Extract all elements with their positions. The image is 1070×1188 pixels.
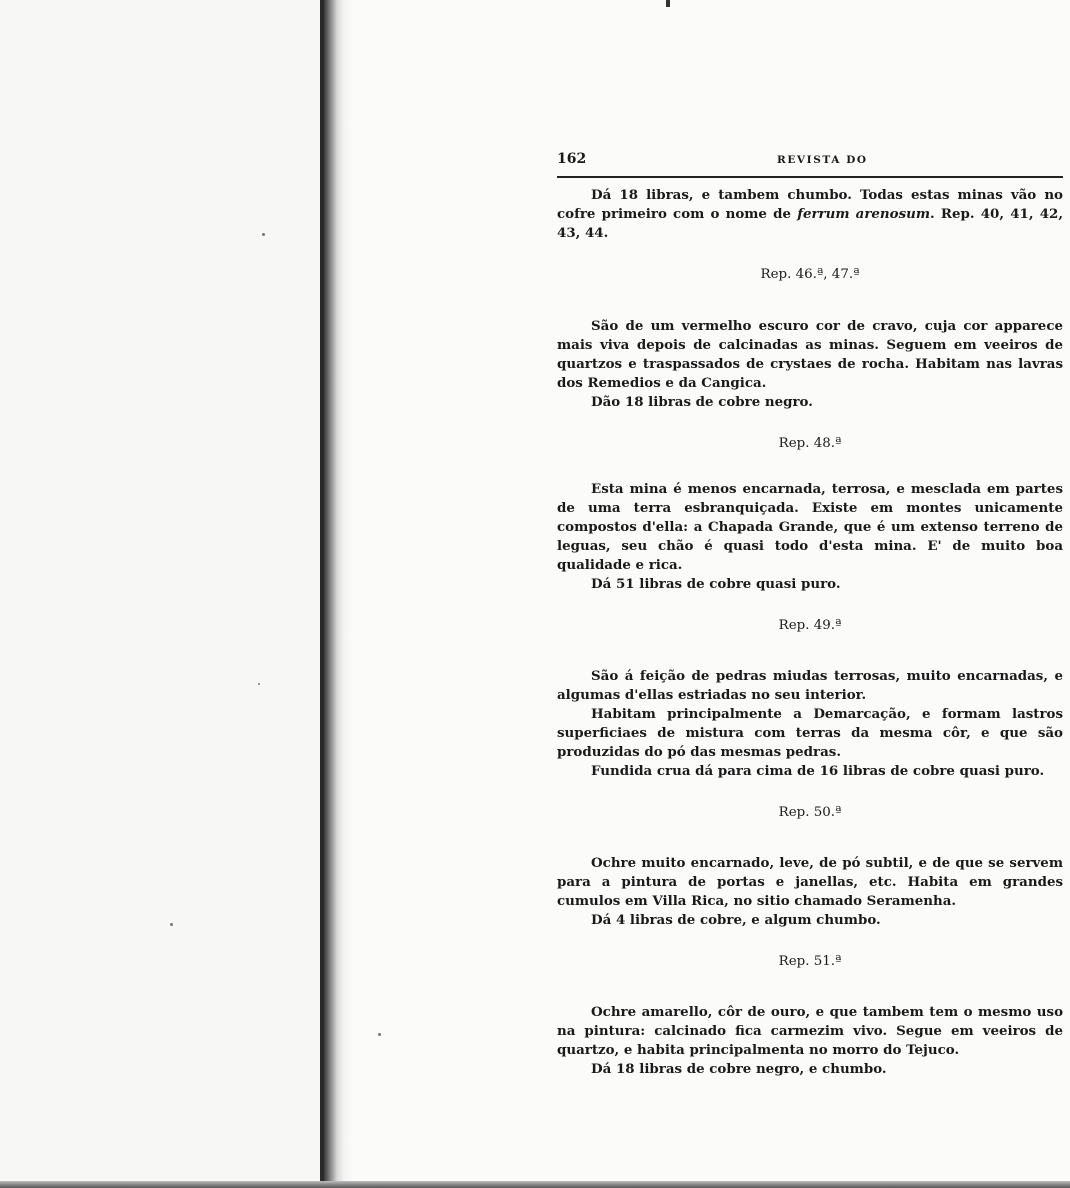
section-heading: Rep. 46.ª, 47.ª [760, 267, 860, 282]
section-heading: Rep. 48.ª [778, 436, 842, 451]
section-paragraph: Dá 18 libras de cobre negro, e chumbo. [591, 1061, 887, 1077]
section-paragraph: Dá 51 libras de cobre quasi puro. [591, 576, 841, 592]
page-number: 162 [557, 151, 587, 167]
section-paragraph: Habitam principalmente a Demarcação, e formam lastros superficiaes de mistura com terras da mesma côr, e que são produzidas do pó das mesmas pedras. [557, 706, 1063, 760]
page-content [557, 150, 1063, 1079]
speck [378, 1033, 381, 1036]
section-paragraph: Esta mina é menos encarnada, terrosa, e mesclada em partes de uma terra esbranquiçada. Existe em montes unicamente compostos d'ella: a Chapada Grande, que é um extenso terreno de leguas, seu chão é quasi todo d'esta mina. E' de muito boa qualidade e rica. [557, 481, 1063, 573]
top-mark [666, 0, 670, 7]
intro-line-1: Dá 18 libras, e tambem chumbo. Todas estas minas vão no cofre [557, 187, 1063, 222]
section-paragraph: Fundida crua dá para cima de 16 libras de cobre quasi puro. [591, 763, 1045, 779]
speck [262, 233, 265, 236]
page-header [557, 150, 1063, 178]
book-gutter [324, 0, 352, 1188]
section-paragraph: Dão 18 libras de cobre negro. [591, 394, 813, 410]
scan-bottom-edge [0, 1181, 1070, 1188]
intro-refs: . Rep. 40, 41, 42, 43, 44. [557, 206, 1063, 241]
section-heading: Rep. 51.ª [778, 954, 842, 969]
facing-page [0, 0, 320, 1181]
running-head: REVISTA DO [777, 154, 868, 166]
section-heading: Rep. 49.ª [778, 618, 842, 633]
latin-term: ferrum arenosum [797, 206, 931, 222]
section-heading: Rep. 50.ª [778, 805, 842, 820]
speck [170, 923, 173, 926]
section-paragraph: Ochre amarello, côr de ouro, e que tambem tem o mesmo uso na pintura: calcinado fica carmezim vivo. Segue em veeiros de quartzo, e habita principalmenta no morro do Tejuco. [557, 1004, 1063, 1058]
speck [258, 683, 260, 685]
section-paragraph: São de um vermelho escuro cor de cravo, cuja cor apparece mais viva depois de calcinadas as minas. Seguem em veeiros de quartzos e traspassados de crystaes de rocha. Habitam nas lavras dos Remedios e da Cangica. [557, 318, 1063, 391]
section-paragraph: Dá 4 libras de cobre, e algum chumbo. [591, 912, 881, 928]
intro-paragraph [557, 186, 1063, 243]
section-paragraph: São á feição de pedras miudas terrosas, muito encarnadas, e algumas d'ellas estriadas no seu interior. [557, 668, 1063, 703]
section-paragraph: Ochre muito encarnado, leve, de pó subtil, e de que se servem para a pintura de portas e janellas, etc. Habita em grandes cumulos em Villa Rica, no sitio chamado Seramenha. [557, 855, 1063, 909]
intro-line-2: primeiro com o nome de [601, 206, 798, 222]
